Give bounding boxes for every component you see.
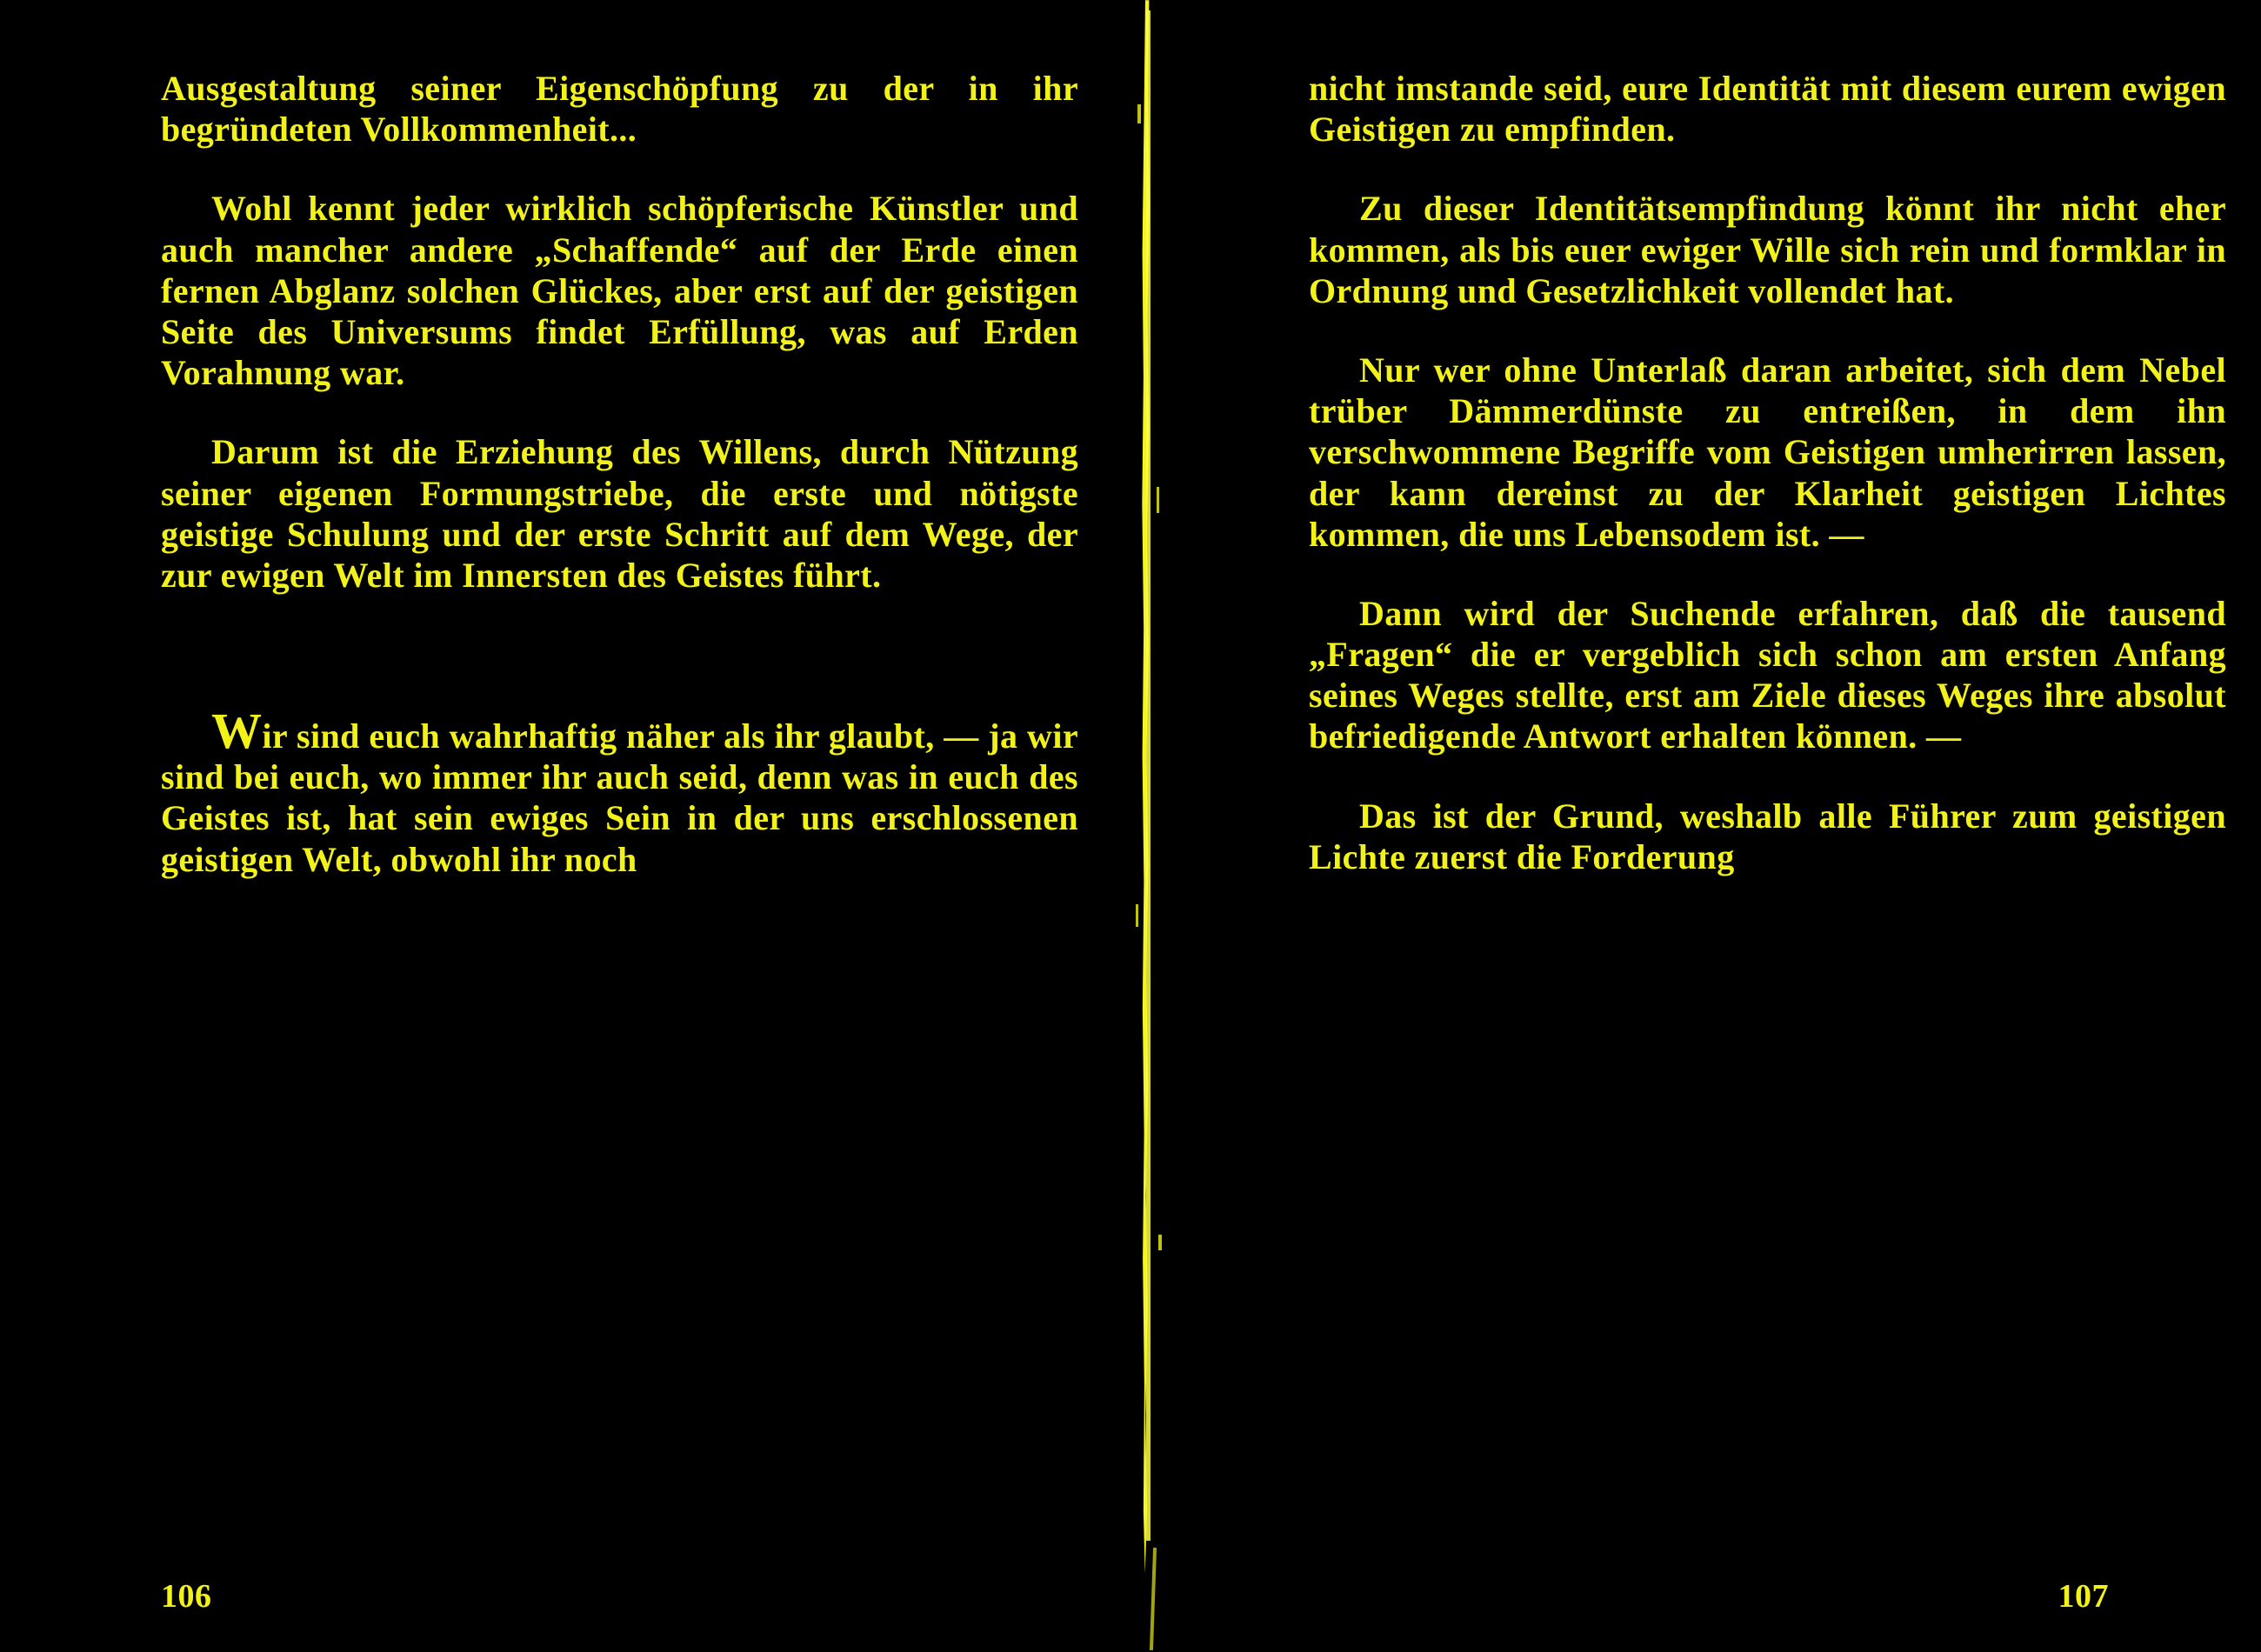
paragraph: Nur wer ohne Unterlaß daran arbeitet, sich dem Nebel trüber Dämmerdünste zu entreißen, in dem ihn verschwommene Begriffe vom Geistigen umherirren lassen, der kann dereinst zu der Klarheit geistigen Lichtes kommen, die uns Lebensodem ist. —: [1309, 350, 2226, 554]
page-number: 107: [2058, 1578, 2109, 1615]
right-page: [1157, 0, 2261, 1652]
page-number: 106: [161, 1578, 212, 1615]
paragraph: Dann wird der Suchende erfahren, daß die tausend „Fragen“ die er vergeblich sich schon am ersten Anfang seines Weges stellte, erst am Ziele dieses Weges ihre absolut befriedigende Antwort erhalten können. —: [1309, 593, 2226, 756]
paragraph: Darum ist die Erziehung des Willens, durch Nützung seiner eigenen Formungstriebe, die erste und nötigste geistige Schulung und der erste Schritt auf dem Wege, der zur ewigen Welt im Innersten des Geistes führt.: [161, 432, 1078, 595]
paragraph: Das ist der Grund, weshalb alle Führer zum geistigen Lichte zuerst die Forderung: [1309, 796, 2226, 876]
paragraph: Ausgestaltung seiner Eigenschöpfung zu der in ihr begründeten Vollkommenheit...: [161, 69, 1078, 150]
paragraph: Zu dieser Identitätsempfindung könnt ihr nicht eher kommen, als bis euer ewiger Wille sich rein und formklar in Ordnung und Gesetzlichkeit vollendet hat.: [1309, 189, 2226, 310]
paragraph: Wohl kennt jeder wirklich schöpferische Künstler und auch mancher andere „Schaffende“ auf der Erde einen fernen Abglanz solchen Glückes, aber erst auf der geistigen Seite des Universums findet Erfüllung, was auf Erden Vorahnung war.: [161, 189, 1078, 393]
right-page-textblock: [1309, 68, 2226, 877]
left-page-textblock: [161, 68, 1078, 880]
paragraph: Wir sind euch wahrhaftig näher als ihr glaubt, — ja wir sind bei euch, wo immer ihr auch seid, denn was in euch des Geistes ist, hat sein ewiges Sein in der uns erschlossenen geistigen Welt, obwohl ihr noch: [161, 703, 1078, 879]
paragraph: nicht imstande seid, eure Identität mit diesem eurem ewigen Geistigen zu empfinden.: [1309, 69, 2226, 150]
